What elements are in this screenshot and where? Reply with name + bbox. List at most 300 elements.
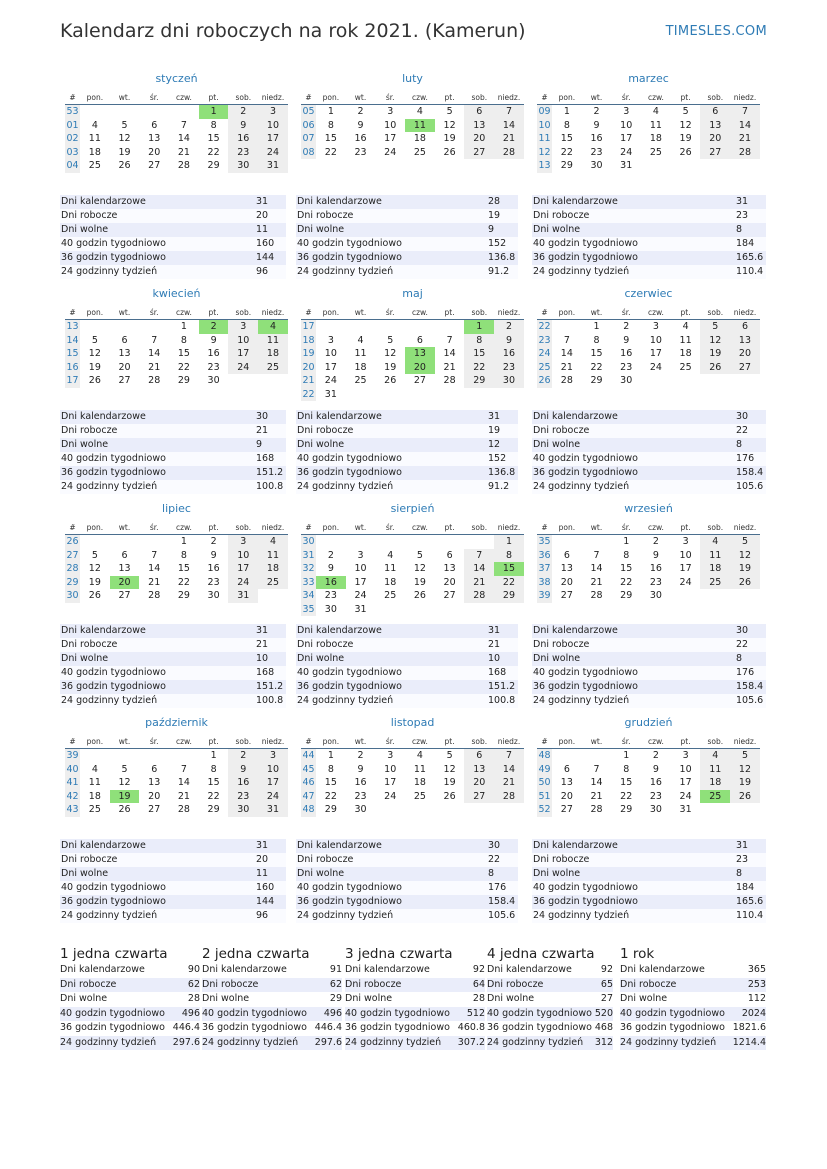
day-cell[interactable]: 18: [258, 562, 288, 576]
holiday-day-cell[interactable]: 1: [464, 320, 494, 334]
day-cell[interactable]: 20: [148, 790, 161, 802]
day-cell[interactable]: 16: [207, 348, 220, 359]
day-cell[interactable]: 11: [88, 777, 101, 788]
day-cell[interactable]: 28: [464, 589, 494, 603]
day-cell[interactable]: 18: [354, 361, 367, 373]
day-cell[interactable]: 19: [443, 777, 456, 788]
day-cell[interactable]: 11: [258, 549, 288, 563]
day-cell[interactable]: 28: [443, 375, 456, 386]
day-cell[interactable]: 29: [324, 804, 337, 815]
day-cell[interactable]: 6: [416, 334, 423, 346]
day-cell[interactable]: 27: [118, 375, 131, 386]
day-cell[interactable]: 16: [620, 348, 633, 359]
day-cell[interactable]: 26: [443, 790, 456, 802]
day-cell[interactable]: 15: [620, 563, 633, 574]
day-cell[interactable]: 20: [118, 361, 131, 373]
day-cell[interactable]: 13: [700, 119, 730, 133]
day-cell[interactable]: 1: [327, 106, 334, 117]
day-cell[interactable]: 6: [446, 549, 453, 561]
day-cell[interactable]: 11: [413, 763, 426, 775]
day-cell[interactable]: 4: [700, 535, 730, 549]
day-cell[interactable]: 21: [730, 132, 760, 146]
day-cell[interactable]: 30: [590, 160, 603, 171]
day-cell[interactable]: 23: [324, 590, 337, 601]
day-cell[interactable]: 17: [620, 133, 633, 144]
day-cell[interactable]: 8: [180, 549, 187, 561]
holiday-day-cell[interactable]: 25: [700, 790, 730, 804]
day-cell[interactable]: 26: [118, 160, 131, 171]
day-cell[interactable]: 29: [590, 375, 603, 386]
day-cell[interactable]: 19: [443, 133, 456, 144]
day-cell[interactable]: 17: [649, 348, 662, 359]
day-cell[interactable]: 25: [649, 146, 662, 158]
day-cell[interactable]: 9: [327, 563, 334, 574]
day-cell[interactable]: 2: [357, 106, 364, 117]
day-cell[interactable]: 4: [387, 549, 394, 561]
day-cell[interactable]: 23: [354, 146, 367, 158]
day-cell[interactable]: 19: [679, 133, 692, 144]
day-cell[interactable]: 27: [560, 804, 573, 815]
day-cell[interactable]: 7: [494, 749, 524, 763]
day-cell[interactable]: 25: [258, 361, 288, 375]
day-cell[interactable]: 20: [148, 146, 161, 158]
day-cell[interactable]: 14: [148, 348, 161, 359]
day-cell[interactable]: 3: [387, 106, 394, 117]
day-cell[interactable]: 12: [443, 119, 456, 131]
day-cell[interactable]: 1: [563, 106, 570, 117]
day-cell[interactable]: 21: [148, 361, 161, 373]
day-cell[interactable]: 24: [228, 361, 258, 375]
day-cell[interactable]: 29: [207, 804, 220, 815]
day-cell[interactable]: 7: [464, 549, 494, 563]
day-cell[interactable]: 25: [413, 146, 426, 158]
day-cell[interactable]: 14: [590, 563, 603, 574]
day-cell[interactable]: 11: [88, 133, 101, 144]
day-cell[interactable]: 5: [416, 549, 423, 561]
day-cell[interactable]: 29: [207, 160, 220, 171]
day-cell[interactable]: 1: [623, 750, 630, 761]
day-cell[interactable]: 10: [384, 763, 397, 775]
day-cell[interactable]: 4: [91, 763, 98, 775]
day-cell[interactable]: 4: [416, 750, 423, 761]
day-cell[interactable]: 29: [464, 374, 494, 388]
day-cell[interactable]: 10: [649, 334, 662, 346]
day-cell[interactable]: 14: [443, 348, 456, 359]
day-cell[interactable]: 1: [210, 750, 217, 761]
day-cell[interactable]: 17: [258, 776, 288, 790]
day-cell[interactable]: 30: [207, 375, 220, 386]
day-cell[interactable]: 7: [563, 334, 570, 346]
day-cell[interactable]: 6: [121, 334, 128, 346]
day-cell[interactable]: 9: [623, 334, 630, 346]
day-cell[interactable]: 13: [443, 563, 456, 574]
day-cell[interactable]: 18: [413, 133, 426, 144]
day-cell[interactable]: 20: [560, 576, 573, 588]
holiday-day-cell[interactable]: 1: [199, 105, 229, 119]
day-cell[interactable]: 4: [682, 321, 689, 332]
day-cell[interactable]: 3: [258, 105, 288, 119]
day-cell[interactable]: 11: [649, 119, 662, 131]
day-cell[interactable]: 24: [649, 361, 662, 373]
day-cell[interactable]: 10: [354, 563, 367, 574]
day-cell[interactable]: 18: [679, 348, 692, 359]
day-cell[interactable]: 9: [228, 119, 258, 133]
day-cell[interactable]: 14: [464, 562, 494, 576]
day-cell[interactable]: 27: [464, 790, 494, 804]
day-cell[interactable]: 10: [228, 549, 258, 563]
day-cell[interactable]: 28: [148, 590, 161, 601]
day-cell[interactable]: 29: [494, 589, 524, 603]
day-cell[interactable]: 8: [180, 334, 187, 346]
day-cell[interactable]: 9: [593, 119, 600, 131]
day-cell[interactable]: 11: [354, 348, 367, 359]
day-cell[interactable]: 8: [623, 763, 630, 775]
day-cell[interactable]: 4: [258, 535, 288, 549]
day-cell[interactable]: 8: [210, 119, 217, 131]
day-cell[interactable]: 3: [387, 750, 394, 761]
day-cell[interactable]: 2: [652, 750, 659, 761]
day-cell[interactable]: 5: [121, 119, 128, 131]
day-cell[interactable]: 26: [88, 375, 101, 386]
day-cell[interactable]: 24: [324, 375, 337, 386]
day-cell[interactable]: 16: [354, 777, 367, 788]
day-cell[interactable]: 24: [228, 576, 258, 590]
day-cell[interactable]: 25: [88, 160, 101, 171]
day-cell[interactable]: 11: [679, 334, 692, 346]
day-cell[interactable]: 24: [354, 590, 367, 601]
day-cell[interactable]: 7: [180, 763, 187, 775]
day-cell[interactable]: 6: [464, 105, 494, 119]
day-cell[interactable]: 26: [730, 576, 760, 590]
day-cell[interactable]: 2: [228, 105, 258, 119]
day-cell[interactable]: 9: [652, 763, 659, 775]
day-cell[interactable]: 12: [730, 549, 760, 563]
day-cell[interactable]: 13: [148, 133, 161, 144]
day-cell[interactable]: 27: [464, 146, 494, 160]
day-cell[interactable]: 12: [88, 563, 101, 574]
day-cell[interactable]: 15: [177, 348, 190, 359]
day-cell[interactable]: 18: [700, 562, 730, 576]
day-cell[interactable]: 17: [258, 132, 288, 146]
day-cell[interactable]: 26: [118, 804, 131, 815]
day-cell[interactable]: 21: [177, 790, 190, 802]
day-cell[interactable]: 3: [357, 549, 364, 561]
day-cell[interactable]: 25: [354, 375, 367, 386]
day-cell[interactable]: 8: [464, 334, 494, 348]
day-cell[interactable]: 16: [207, 563, 220, 574]
day-cell[interactable]: 23: [207, 361, 220, 373]
day-cell[interactable]: 20: [560, 790, 573, 802]
day-cell[interactable]: 22: [494, 576, 524, 590]
day-cell[interactable]: 26: [443, 146, 456, 158]
day-cell[interactable]: 14: [494, 763, 524, 777]
day-cell[interactable]: 4: [652, 106, 659, 117]
day-cell[interactable]: 23: [354, 790, 367, 802]
day-cell[interactable]: 27: [560, 590, 573, 601]
day-cell[interactable]: 30: [494, 374, 524, 388]
day-cell[interactable]: 12: [700, 334, 730, 348]
day-cell[interactable]: 12: [730, 763, 760, 777]
day-cell[interactable]: 26: [413, 590, 426, 601]
day-cell[interactable]: 20: [700, 132, 730, 146]
day-cell[interactable]: 26: [730, 790, 760, 804]
day-cell[interactable]: 31: [324, 388, 337, 400]
day-cell[interactable]: 6: [464, 749, 494, 763]
holiday-day-cell[interactable]: 16: [316, 576, 346, 590]
day-cell[interactable]: 17: [679, 563, 692, 574]
day-cell[interactable]: 13: [464, 119, 494, 133]
day-cell[interactable]: 1: [593, 321, 600, 332]
day-cell[interactable]: 7: [494, 105, 524, 119]
day-cell[interactable]: 22: [464, 361, 494, 375]
day-cell[interactable]: 12: [679, 119, 692, 131]
day-cell[interactable]: 12: [413, 563, 426, 574]
day-cell[interactable]: 17: [228, 347, 258, 361]
day-cell[interactable]: 10: [384, 119, 397, 131]
day-cell[interactable]: 30: [324, 603, 337, 615]
day-cell[interactable]: 22: [207, 790, 220, 802]
day-cell[interactable]: 10: [258, 763, 288, 777]
day-cell[interactable]: 4: [357, 334, 364, 346]
day-cell[interactable]: 12: [443, 763, 456, 775]
day-cell[interactable]: 22: [177, 361, 190, 373]
day-cell[interactable]: 21: [148, 576, 161, 588]
day-cell[interactable]: 3: [623, 106, 630, 117]
day-cell[interactable]: 26: [88, 590, 101, 601]
day-cell[interactable]: 21: [494, 132, 524, 146]
day-cell[interactable]: 25: [384, 590, 397, 601]
day-cell[interactable]: 19: [118, 146, 131, 158]
day-cell[interactable]: 24: [384, 790, 397, 802]
day-cell[interactable]: 15: [177, 563, 190, 574]
day-cell[interactable]: 30: [207, 590, 220, 601]
day-cell[interactable]: 18: [649, 133, 662, 144]
day-cell[interactable]: 1: [327, 750, 334, 761]
day-cell[interactable]: 3: [258, 749, 288, 763]
day-cell[interactable]: 6: [563, 549, 570, 561]
day-cell[interactable]: 16: [228, 132, 258, 146]
day-cell[interactable]: 16: [590, 133, 603, 144]
day-cell[interactable]: 30: [649, 590, 662, 601]
day-cell[interactable]: 30: [228, 159, 258, 173]
day-cell[interactable]: 3: [652, 321, 659, 332]
day-cell[interactable]: 18: [700, 776, 730, 790]
holiday-day-cell[interactable]: 4: [258, 320, 288, 334]
day-cell[interactable]: 24: [384, 146, 397, 158]
day-cell[interactable]: 28: [177, 804, 190, 815]
day-cell[interactable]: 27: [413, 375, 426, 386]
day-cell[interactable]: 24: [679, 790, 692, 802]
day-cell[interactable]: 19: [413, 576, 426, 588]
day-cell[interactable]: 18: [88, 790, 101, 802]
day-cell[interactable]: 10: [228, 334, 258, 348]
day-cell[interactable]: 24: [258, 146, 288, 160]
day-cell[interactable]: 3: [327, 334, 334, 346]
day-cell[interactable]: 3: [228, 535, 258, 549]
day-cell[interactable]: 5: [730, 535, 760, 549]
holiday-day-cell[interactable]: 13: [405, 347, 435, 361]
day-cell[interactable]: 7: [593, 549, 600, 561]
holiday-day-cell[interactable]: 19: [110, 790, 140, 804]
day-cell[interactable]: 30: [354, 804, 367, 815]
day-cell[interactable]: 29: [620, 590, 633, 601]
day-cell[interactable]: 30: [649, 804, 662, 815]
day-cell[interactable]: 26: [384, 375, 397, 386]
day-cell[interactable]: 17: [228, 562, 258, 576]
day-cell[interactable]: 24: [258, 790, 288, 804]
day-cell[interactable]: 4: [416, 106, 423, 117]
day-cell[interactable]: 5: [446, 106, 453, 117]
day-cell[interactable]: 27: [148, 160, 161, 171]
day-cell[interactable]: 5: [91, 334, 98, 346]
day-cell[interactable]: 31: [258, 159, 288, 173]
day-cell[interactable]: 31: [679, 804, 692, 815]
day-cell[interactable]: 13: [560, 563, 573, 574]
day-cell[interactable]: 22: [560, 146, 573, 158]
day-cell[interactable]: 22: [324, 146, 337, 158]
day-cell[interactable]: 13: [560, 777, 573, 788]
day-cell[interactable]: 7: [151, 549, 158, 561]
day-cell[interactable]: 19: [384, 361, 397, 373]
day-cell[interactable]: 28: [560, 375, 573, 386]
day-cell[interactable]: 6: [151, 119, 158, 131]
day-cell[interactable]: 2: [494, 320, 524, 334]
day-cell[interactable]: 9: [210, 549, 217, 561]
day-cell[interactable]: 16: [649, 563, 662, 574]
day-cell[interactable]: 2: [357, 750, 364, 761]
day-cell[interactable]: 11: [384, 563, 397, 574]
day-cell[interactable]: 3: [682, 750, 689, 761]
day-cell[interactable]: 25: [88, 804, 101, 815]
day-cell[interactable]: 28: [177, 160, 190, 171]
day-cell[interactable]: 2: [210, 536, 217, 547]
day-cell[interactable]: 7: [151, 334, 158, 346]
site-logo[interactable]: TIMESLES.COM: [665, 24, 767, 39]
day-cell[interactable]: 15: [560, 133, 573, 144]
day-cell[interactable]: 5: [387, 334, 394, 346]
day-cell[interactable]: 5: [730, 749, 760, 763]
day-cell[interactable]: 1: [623, 536, 630, 547]
day-cell[interactable]: 16: [228, 776, 258, 790]
day-cell[interactable]: 1: [494, 535, 524, 549]
day-cell[interactable]: 6: [700, 105, 730, 119]
day-cell[interactable]: 22: [590, 361, 603, 373]
day-cell[interactable]: 14: [177, 133, 190, 144]
day-cell[interactable]: 10: [679, 763, 692, 775]
day-cell[interactable]: 13: [464, 763, 494, 777]
day-cell[interactable]: 15: [620, 777, 633, 788]
day-cell[interactable]: 17: [384, 133, 397, 144]
day-cell[interactable]: 9: [494, 334, 524, 348]
day-cell[interactable]: 14: [148, 563, 161, 574]
day-cell[interactable]: 12: [118, 777, 131, 788]
day-cell[interactable]: 9: [357, 119, 364, 131]
day-cell[interactable]: 22: [620, 790, 633, 802]
day-cell[interactable]: 13: [730, 334, 760, 348]
day-cell[interactable]: 8: [563, 119, 570, 131]
day-cell[interactable]: 12: [88, 348, 101, 359]
day-cell[interactable]: 23: [620, 361, 633, 373]
holiday-day-cell[interactable]: 20: [110, 576, 140, 590]
day-cell[interactable]: 10: [258, 119, 288, 133]
day-cell[interactable]: 6: [121, 549, 128, 561]
day-cell[interactable]: 4: [91, 119, 98, 131]
day-cell[interactable]: 5: [446, 750, 453, 761]
day-cell[interactable]: 10: [620, 119, 633, 131]
day-cell[interactable]: 19: [700, 347, 730, 361]
day-cell[interactable]: 15: [207, 133, 220, 144]
day-cell[interactable]: 10: [679, 549, 692, 561]
day-cell[interactable]: 14: [590, 777, 603, 788]
day-cell[interactable]: 13: [118, 563, 131, 574]
day-cell[interactable]: 23: [228, 790, 258, 804]
day-cell[interactable]: 7: [593, 763, 600, 775]
day-cell[interactable]: 19: [88, 576, 101, 588]
day-cell[interactable]: 27: [700, 146, 730, 160]
day-cell[interactable]: 25: [679, 361, 692, 373]
day-cell[interactable]: 17: [384, 777, 397, 788]
day-cell[interactable]: 2: [652, 536, 659, 547]
day-cell[interactable]: 11: [258, 334, 288, 348]
day-cell[interactable]: 24: [620, 146, 633, 158]
day-cell[interactable]: 14: [730, 119, 760, 133]
day-cell[interactable]: 31: [354, 603, 367, 615]
day-cell[interactable]: 28: [494, 790, 524, 804]
day-cell[interactable]: 20: [730, 347, 760, 361]
day-cell[interactable]: 21: [443, 361, 456, 373]
day-cell[interactable]: 2: [327, 549, 334, 561]
day-cell[interactable]: 8: [327, 119, 334, 131]
day-cell[interactable]: 5: [682, 106, 689, 117]
holiday-day-cell[interactable]: 15: [494, 562, 524, 576]
day-cell[interactable]: 26: [700, 361, 730, 375]
day-cell[interactable]: 4: [700, 749, 730, 763]
day-cell[interactable]: 7: [180, 119, 187, 131]
day-cell[interactable]: 2: [593, 106, 600, 117]
day-cell[interactable]: 23: [649, 790, 662, 802]
day-cell[interactable]: 13: [148, 777, 161, 788]
holiday-day-cell[interactable]: 2: [199, 320, 229, 334]
day-cell[interactable]: 19: [730, 776, 760, 790]
day-cell[interactable]: 3: [682, 536, 689, 547]
day-cell[interactable]: 10: [324, 348, 337, 359]
day-cell[interactable]: 17: [679, 777, 692, 788]
day-cell[interactable]: 9: [357, 763, 364, 775]
day-cell[interactable]: 2: [623, 321, 630, 332]
day-cell[interactable]: 6: [730, 320, 760, 334]
day-cell[interactable]: 25: [700, 576, 730, 590]
day-cell[interactable]: 1: [180, 321, 187, 332]
day-cell[interactable]: 21: [494, 776, 524, 790]
day-cell[interactable]: 27: [730, 361, 760, 375]
day-cell[interactable]: 8: [494, 549, 524, 563]
day-cell[interactable]: 20: [464, 132, 494, 146]
day-cell[interactable]: 16: [649, 777, 662, 788]
day-cell[interactable]: 5: [121, 763, 128, 775]
day-cell[interactable]: 6: [151, 763, 158, 775]
day-cell[interactable]: 25: [258, 576, 288, 590]
day-cell[interactable]: 16: [494, 347, 524, 361]
day-cell[interactable]: 7: [730, 105, 760, 119]
day-cell[interactable]: 29: [177, 590, 190, 601]
day-cell[interactable]: 28: [494, 146, 524, 160]
day-cell[interactable]: 17: [324, 361, 337, 373]
day-cell[interactable]: 12: [384, 348, 397, 359]
day-cell[interactable]: 22: [177, 576, 190, 588]
day-cell[interactable]: 28: [590, 804, 603, 815]
day-cell[interactable]: 23: [494, 361, 524, 375]
day-cell[interactable]: 19: [88, 361, 101, 373]
